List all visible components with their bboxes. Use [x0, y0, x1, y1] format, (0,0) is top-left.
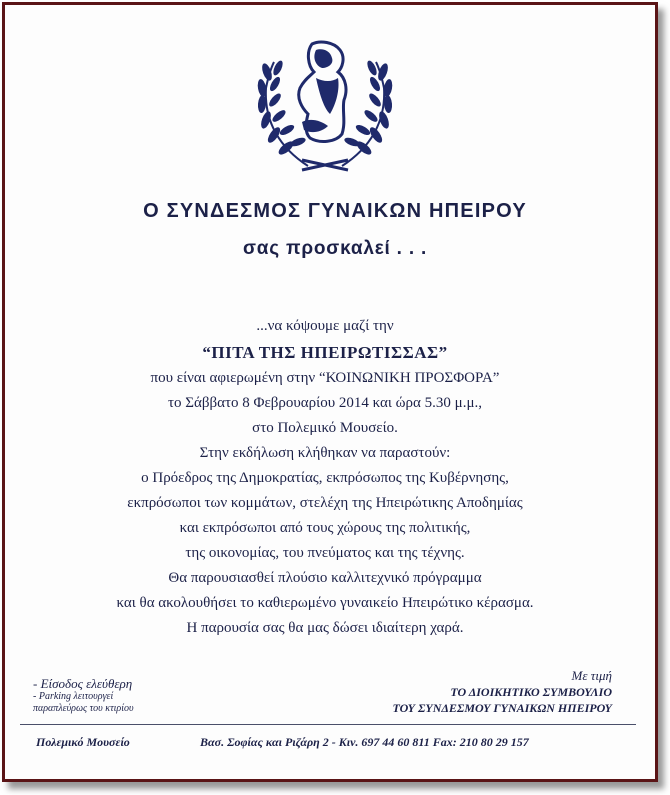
- laurel-wreath-emblem-icon: [250, 38, 400, 172]
- organization-title: Ο ΣΥΝΔΕΣΜΟΣ ΓΥΝΑΙΚΩΝ ΗΠΕΙΡΟΥ: [143, 200, 527, 222]
- invitation-body: [0, 314, 650, 641]
- body-line: που είναι αφιερωμένη στην “ΚΟΙΝΩΝΙΚΗ ΠΡΟΣΦΟΡΑ”: [150, 370, 500, 386]
- body-line: Η παρουσία σας θα μας δώσει ιδιαίτερη χαρά.: [186, 620, 464, 636]
- signature-block: [392, 668, 612, 716]
- signature-org-line: ΤΟΥ ΣΥΝΔΕΣΜΟΥ ΓΥΝΑΙΚΩΝ ΗΠΕΙΡΟΥ: [392, 701, 612, 715]
- parking-note: - Parking λειτουργεί: [33, 691, 114, 702]
- event-date-line: το Σάββατο 8 Φεβρουαρίου 2014 και ώρα 5.30 μ.μ.,: [167, 395, 482, 411]
- body-line: Στην εκδήλωση κλήθηκαν να παραστούν:: [199, 445, 451, 461]
- footer-venue: Πολεμικό Μουσείο: [36, 735, 130, 749]
- body-line: Θα παρουσιασθεί πλούσιο καλλιτεχνικό πρόγραμμα: [168, 570, 482, 586]
- body-line: ...να κόψουμε μαζί την: [256, 318, 394, 334]
- event-title: “ΠΙΤΑ ΤΗΣ ΗΠΕΙΡΩΤΙΣΣΑΣ”: [202, 343, 448, 362]
- body-line: της οικονομίας, του πνεύματος και της τέχνης.: [185, 545, 465, 561]
- event-venue-line: στο Πολεμικό Μουσείο.: [252, 420, 398, 436]
- signature-closing: Με τιμή: [571, 668, 612, 683]
- event-notes: [33, 677, 134, 715]
- body-line: ο Πρόεδρος της Δημοκρατίας, εκπρόσωπος της Κυβέρνησης,: [141, 470, 509, 486]
- parking-note-detail: παραπλεύρως του κτιρίου: [33, 703, 134, 714]
- footer-contact: Βασ. Σοφίας και Ριζάρη 2 - Κιν. 697 44 60 811 Fax: 210 80 29 157: [200, 735, 529, 749]
- body-line: εκπρόσωποι των κομμάτων, στελέχη της Ηπειρώτικης Αποδημίας: [127, 495, 523, 511]
- invitation-subtitle: σας προσκαλεί . . .: [242, 238, 428, 259]
- body-line: και εκπρόσωποι από τους χώρους της πολιτικής,: [179, 520, 471, 536]
- footer-divider: [20, 724, 636, 725]
- free-entry-note: - Είσοδος ελεύθερη: [33, 676, 133, 691]
- signature-org-line: ΤΟ ΔΙΟΙΚΗΤΙΚΟ ΣΥΜΒΟΥΛΙΟ: [450, 685, 612, 699]
- body-line: και θα ακολουθήσει το καθιερωμένο γυναικείο Ηπειρώτικο κέρασμα.: [116, 595, 534, 611]
